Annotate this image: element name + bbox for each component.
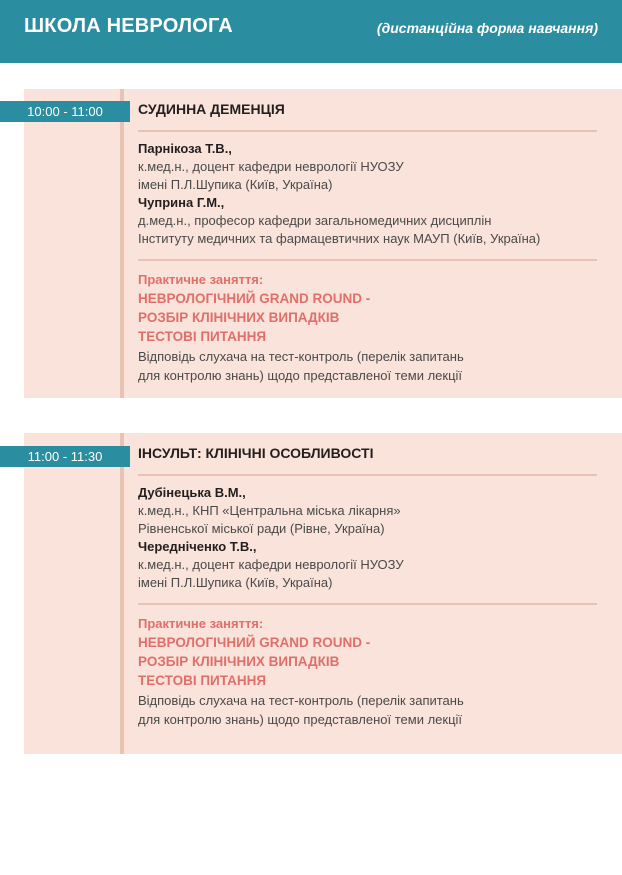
page-header [0, 0, 622, 63]
session-time-badge: 10:00 - 11:00 [0, 101, 130, 122]
page-subtitle: (дистанційна форма навчання) [376, 20, 598, 36]
page-title: ШКОЛА НЕВРОЛОГА [24, 15, 233, 37]
session-divider [138, 603, 597, 605]
practice-title: НЕВРОЛОГІЧНИЙ GRAND ROUND - [138, 291, 371, 306]
practice-label: Практичне заняття: [138, 616, 264, 631]
session-divider [138, 474, 597, 476]
practice-title: ТЕСТОВІ ПИТАННЯ [138, 673, 267, 688]
practice-title: РОЗБІР КЛІНІЧНИХ ВИПАДКІВ [138, 654, 340, 669]
speaker-affiliation: Інституту медичних та фармацевтичних наук МАУП (Київ, Україна) [138, 231, 541, 246]
speaker-name: Парнікоза Т.В., [138, 141, 232, 156]
speaker-affiliation: імені П.Л.Шупика (Київ, Україна) [138, 575, 333, 590]
practice-title: РОЗБІР КЛІНІЧНИХ ВИПАДКІВ [138, 310, 340, 325]
speaker-affiliation: імені П.Л.Шупика (Київ, Україна) [138, 177, 333, 192]
speaker [138, 484, 622, 592]
session-title: ІНСУЛЬТ: КЛІНІЧНІ ОСОБЛИВОСТІ [138, 445, 374, 461]
speaker-affiliation: к.мед.н., КНП «Центральна міська лікарня» [138, 503, 401, 518]
speaker-name: Дубінецька В.М., [138, 485, 246, 500]
practice-title: НЕВРОЛОГІЧНИЙ GRAND ROUND - [138, 635, 371, 650]
speaker-affiliation: к.мед.н., доцент кафедри неврології НУОЗУ [138, 159, 404, 174]
session-divider [138, 130, 597, 132]
practice-block [138, 270, 370, 346]
practice-description [138, 347, 464, 385]
speaker-affiliation: д.мед.н., професор кафедри загальномедичних дисциплін [138, 213, 492, 228]
session-divider-vertical [120, 89, 124, 398]
speaker [138, 140, 622, 248]
session-divider-vertical [120, 433, 124, 754]
speaker-name: Чуприна Г.М., [138, 195, 225, 210]
practice-label: Практичне заняття: [138, 272, 264, 287]
session-divider [138, 259, 597, 261]
speaker-affiliation: Рівненської міської ради (Рівне, Україна) [138, 521, 385, 536]
session-block [24, 433, 622, 754]
description-line: для контролю знань) щодо представленої теми лекції [138, 368, 463, 383]
session-title: СУДИННА ДЕМЕНЦІЯ [138, 101, 285, 117]
description-line: для контролю знань) щодо представленої теми лекції [138, 712, 463, 727]
practice-title: ТЕСТОВІ ПИТАННЯ [138, 329, 267, 344]
practice-description [138, 691, 464, 729]
speaker-name: Чередніченко Т.В., [138, 539, 257, 554]
session-time-badge: 11:00 - 11:30 [0, 446, 130, 467]
practice-block [138, 614, 370, 690]
speaker-affiliation: к.мед.н., доцент кафедри неврології НУОЗУ [138, 557, 404, 572]
session-block [24, 89, 622, 398]
description-line: Відповідь слухача на тест-контроль (перелік запитань [138, 349, 464, 364]
description-line: Відповідь слухача на тест-контроль (перелік запитань [138, 693, 464, 708]
